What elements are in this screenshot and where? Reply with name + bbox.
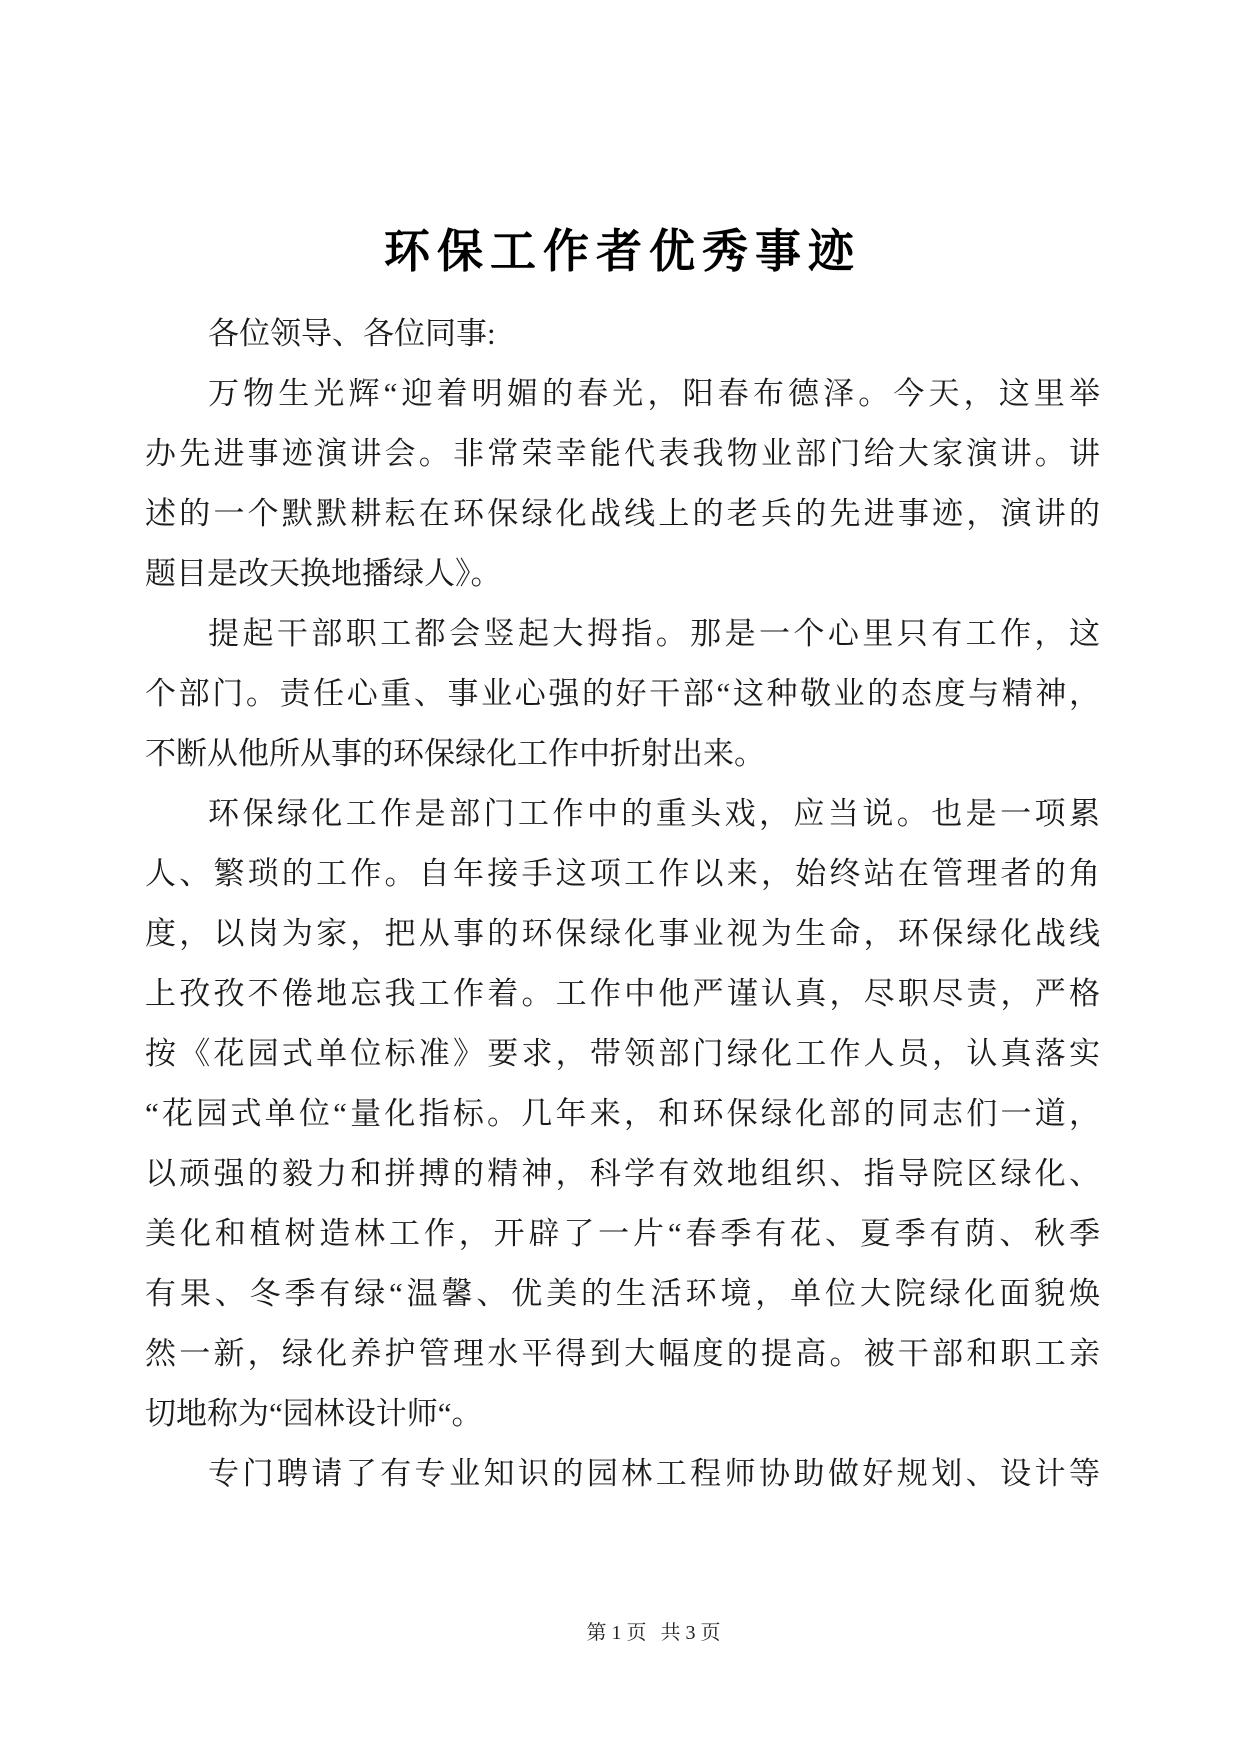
page-number-current: 第 1 页 bbox=[586, 1622, 647, 1644]
text-line: “花园式单位“量化指标。几年来，和环保绿化部的同志们一道， bbox=[145, 1096, 1100, 1131]
text-line: 然一新，绿化养护管理水平得到大幅度的提高。被干部和职工亲 bbox=[145, 1336, 1100, 1371]
text-line: 题目是改天换地播绿人》。 bbox=[145, 556, 502, 591]
paragraph bbox=[145, 364, 1100, 604]
text-line: 度，以岗为家，把从事的环保绿化事业视为生命，环保绿化战线 bbox=[145, 916, 1100, 951]
paragraph bbox=[145, 604, 1100, 784]
text-line: 有果、冬季有绿“温馨、优美的生活环境，单位大院绿化面貌焕 bbox=[145, 1276, 1100, 1311]
text-line: 人、繁琐的工作。自年接手这项工作以来，始终站在管理者的角 bbox=[145, 856, 1100, 891]
document-title: 环保工作者优秀事迹 bbox=[384, 226, 861, 277]
page-footer bbox=[33, 1618, 1241, 1648]
text-line: 按《花园式单位标准》要求，带领部门绿化工作人员，认真落实 bbox=[145, 1036, 1100, 1071]
text-line: 提起干部职工都会竖起大拇指。那是一个心里只有工作，这 bbox=[208, 616, 1100, 651]
text-line: 个部门。责任心重、事业心强的好干部“这种敬业的态度与精神， bbox=[145, 676, 1100, 711]
text-line: 办先进事迹演讲会。非常荣幸能代表我物业部门给大家演讲。讲 bbox=[145, 436, 1100, 471]
paragraph bbox=[145, 784, 1100, 1444]
text-line: 以顽强的毅力和拼搏的精神，科学有效地组织、指导院区绿化、 bbox=[145, 1156, 1100, 1191]
text-line: 各位领导、各位同事: bbox=[208, 316, 496, 351]
text-line: 切地称为“园林设计师“。 bbox=[145, 1396, 483, 1431]
paragraph bbox=[145, 1444, 1100, 1504]
text-line: 环保绿化工作是部门工作中的重头戏，应当说。也是一项累 bbox=[208, 796, 1100, 831]
text-line: 述的一个默默耕耘在环保绿化战线上的老兵的先进事迹，演讲的 bbox=[145, 496, 1100, 531]
text-line: 专门聘请了有专业知识的园林工程师协助做好规划、设计等 bbox=[208, 1456, 1100, 1491]
document-body bbox=[145, 304, 1100, 1504]
document-content bbox=[145, 222, 1100, 1504]
paragraph bbox=[145, 304, 1100, 364]
text-line: 不断从他所从事的环保绿化工作中折射出来。 bbox=[145, 736, 765, 771]
text-line: 上孜孜不倦地忘我工作着。工作中他严谨认真，尽职尽责，严格 bbox=[145, 976, 1100, 1011]
text-line: 万物生光辉“迎着明媚的春光，阳春布德泽。今天，这里举 bbox=[208, 376, 1100, 411]
text-line: 美化和植树造林工作，开辟了一片“春季有花、夏季有荫、秋季 bbox=[145, 1216, 1100, 1251]
page-count-total: 共 3 页 bbox=[660, 1622, 721, 1644]
